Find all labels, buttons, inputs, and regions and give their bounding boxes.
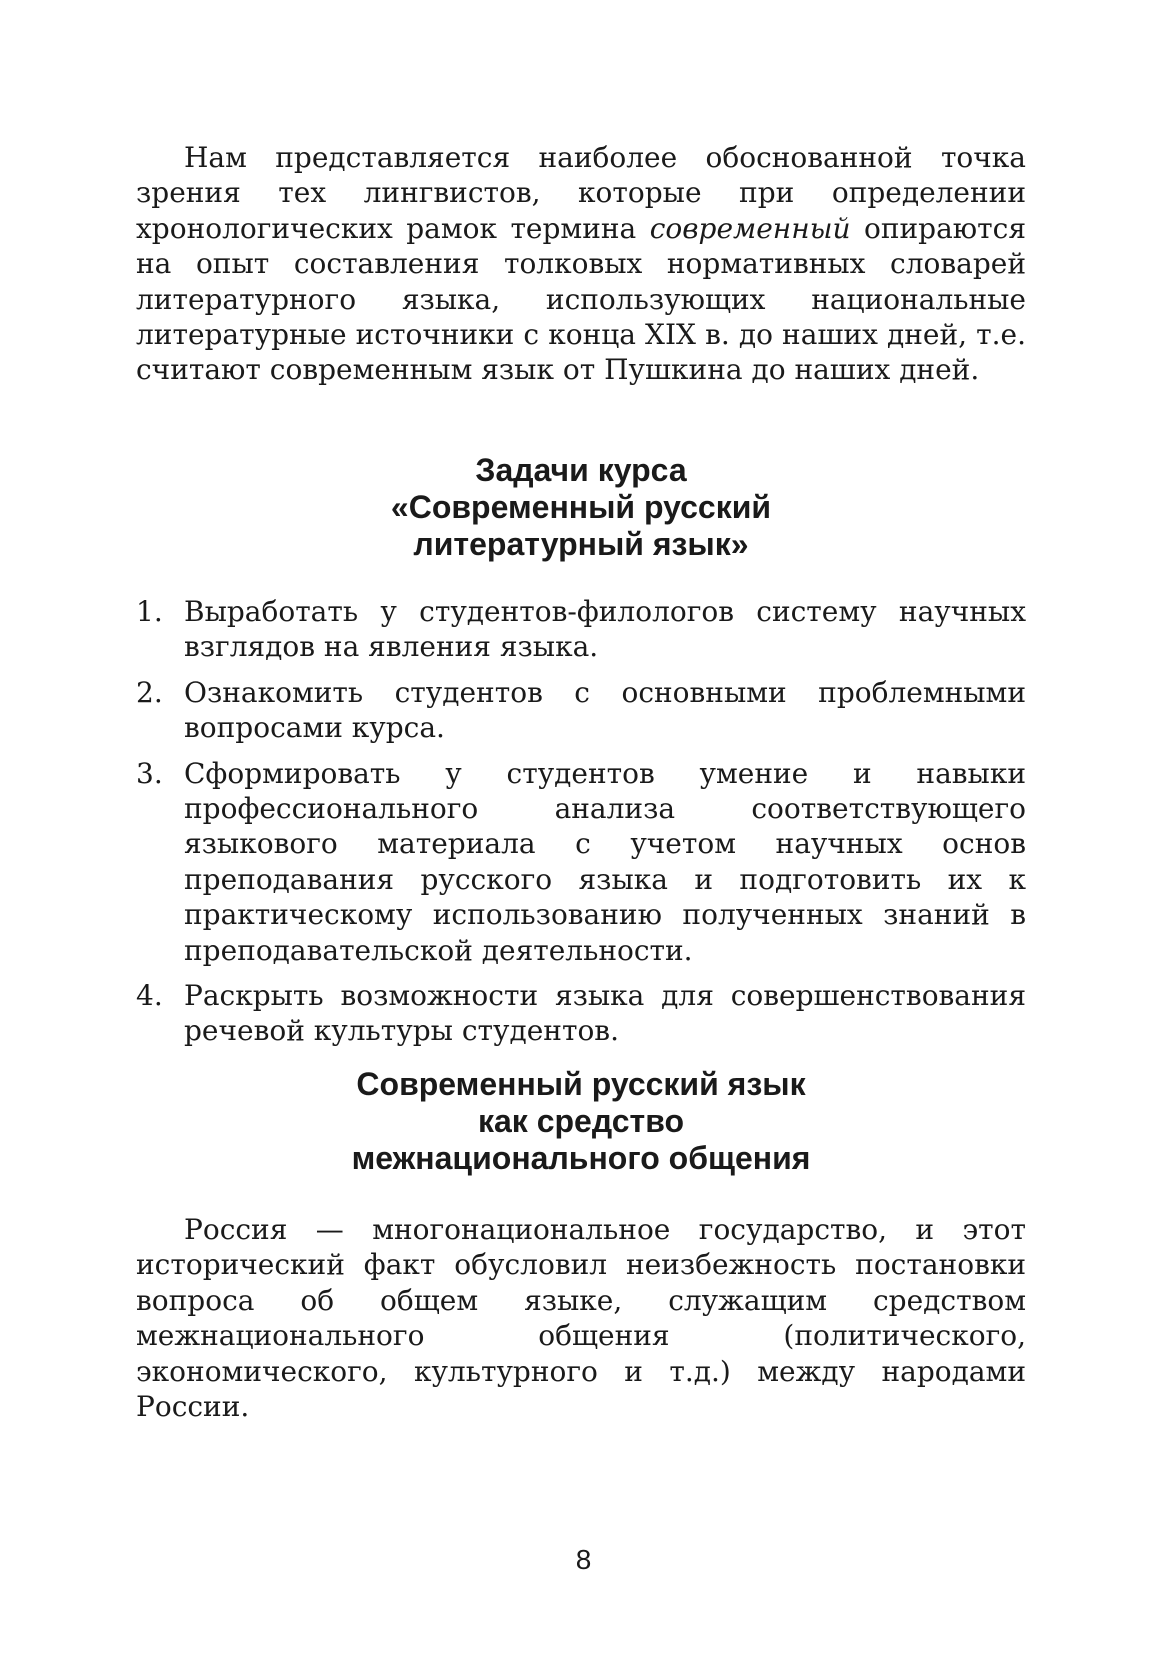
section2-paragraph: Россия — многонациональное государство, и этот исторический факт обусловил неизбежность постановки вопроса об общем языке, служащим средством межнационального общения (политического, экономического, культурного и т.д.) между народами России. <box>136 1213 1026 1424</box>
list-item-number: 2. <box>136 675 163 709</box>
list-item-text: Сформировать у студентов умение и навыки профессионального анализа соответствующего языкового материала с учетом научных основ преподавания русского языка и подготовить их к практическому использованию полученных знаний в преподавательской деятельности. <box>184 756 1026 967</box>
heading-line: Современный русский язык <box>356 1066 806 1102</box>
section-heading-interethnic-language <box>136 1066 1026 1177</box>
section-heading-course-tasks <box>136 452 1026 563</box>
course-tasks-list <box>136 594 1026 1059</box>
list-item-number: 3. <box>136 756 163 790</box>
list-item-number: 4. <box>136 979 163 1013</box>
list-item-text: Выработать у студентов-филологов систему научных взглядов на явления языка. <box>184 595 1026 664</box>
list-item <box>136 756 1026 968</box>
heading-line: межнационального общения <box>351 1140 811 1176</box>
intro-paragraph <box>136 140 1026 388</box>
list-item <box>136 978 1026 1049</box>
heading-line: литературный язык» <box>413 526 749 562</box>
heading-line: «Современный русский <box>390 489 772 525</box>
intro-italic-term: современный <box>649 211 851 245</box>
list-item-text: Ознакомить студентов с основными проблемными вопросами курса. <box>184 675 1026 745</box>
list-item-number: 1. <box>136 595 163 628</box>
list-item <box>136 594 1026 665</box>
intro-text-start: Нам представляется наиболее обоснованной точка зрения тех лингвистов, которые при определении хронологических рамок термина <box>136 141 1026 245</box>
page-number: 8 <box>575 1544 592 1575</box>
intro-text-end: опираются на опыт составления толковых нормативных словарей литературного языка, использующих национальные литературные источники с конца XIX в. до наших дней, т.е. считают современным язык от Пушкина до наших дней. <box>136 211 1026 387</box>
list-item-text: Раскрыть возможности языка для совершенствования речевой культуры студентов. <box>184 979 1026 1048</box>
list-item <box>136 675 1026 746</box>
heading-line: как средство <box>477 1103 684 1139</box>
heading-line: Задачи курса <box>475 452 687 488</box>
